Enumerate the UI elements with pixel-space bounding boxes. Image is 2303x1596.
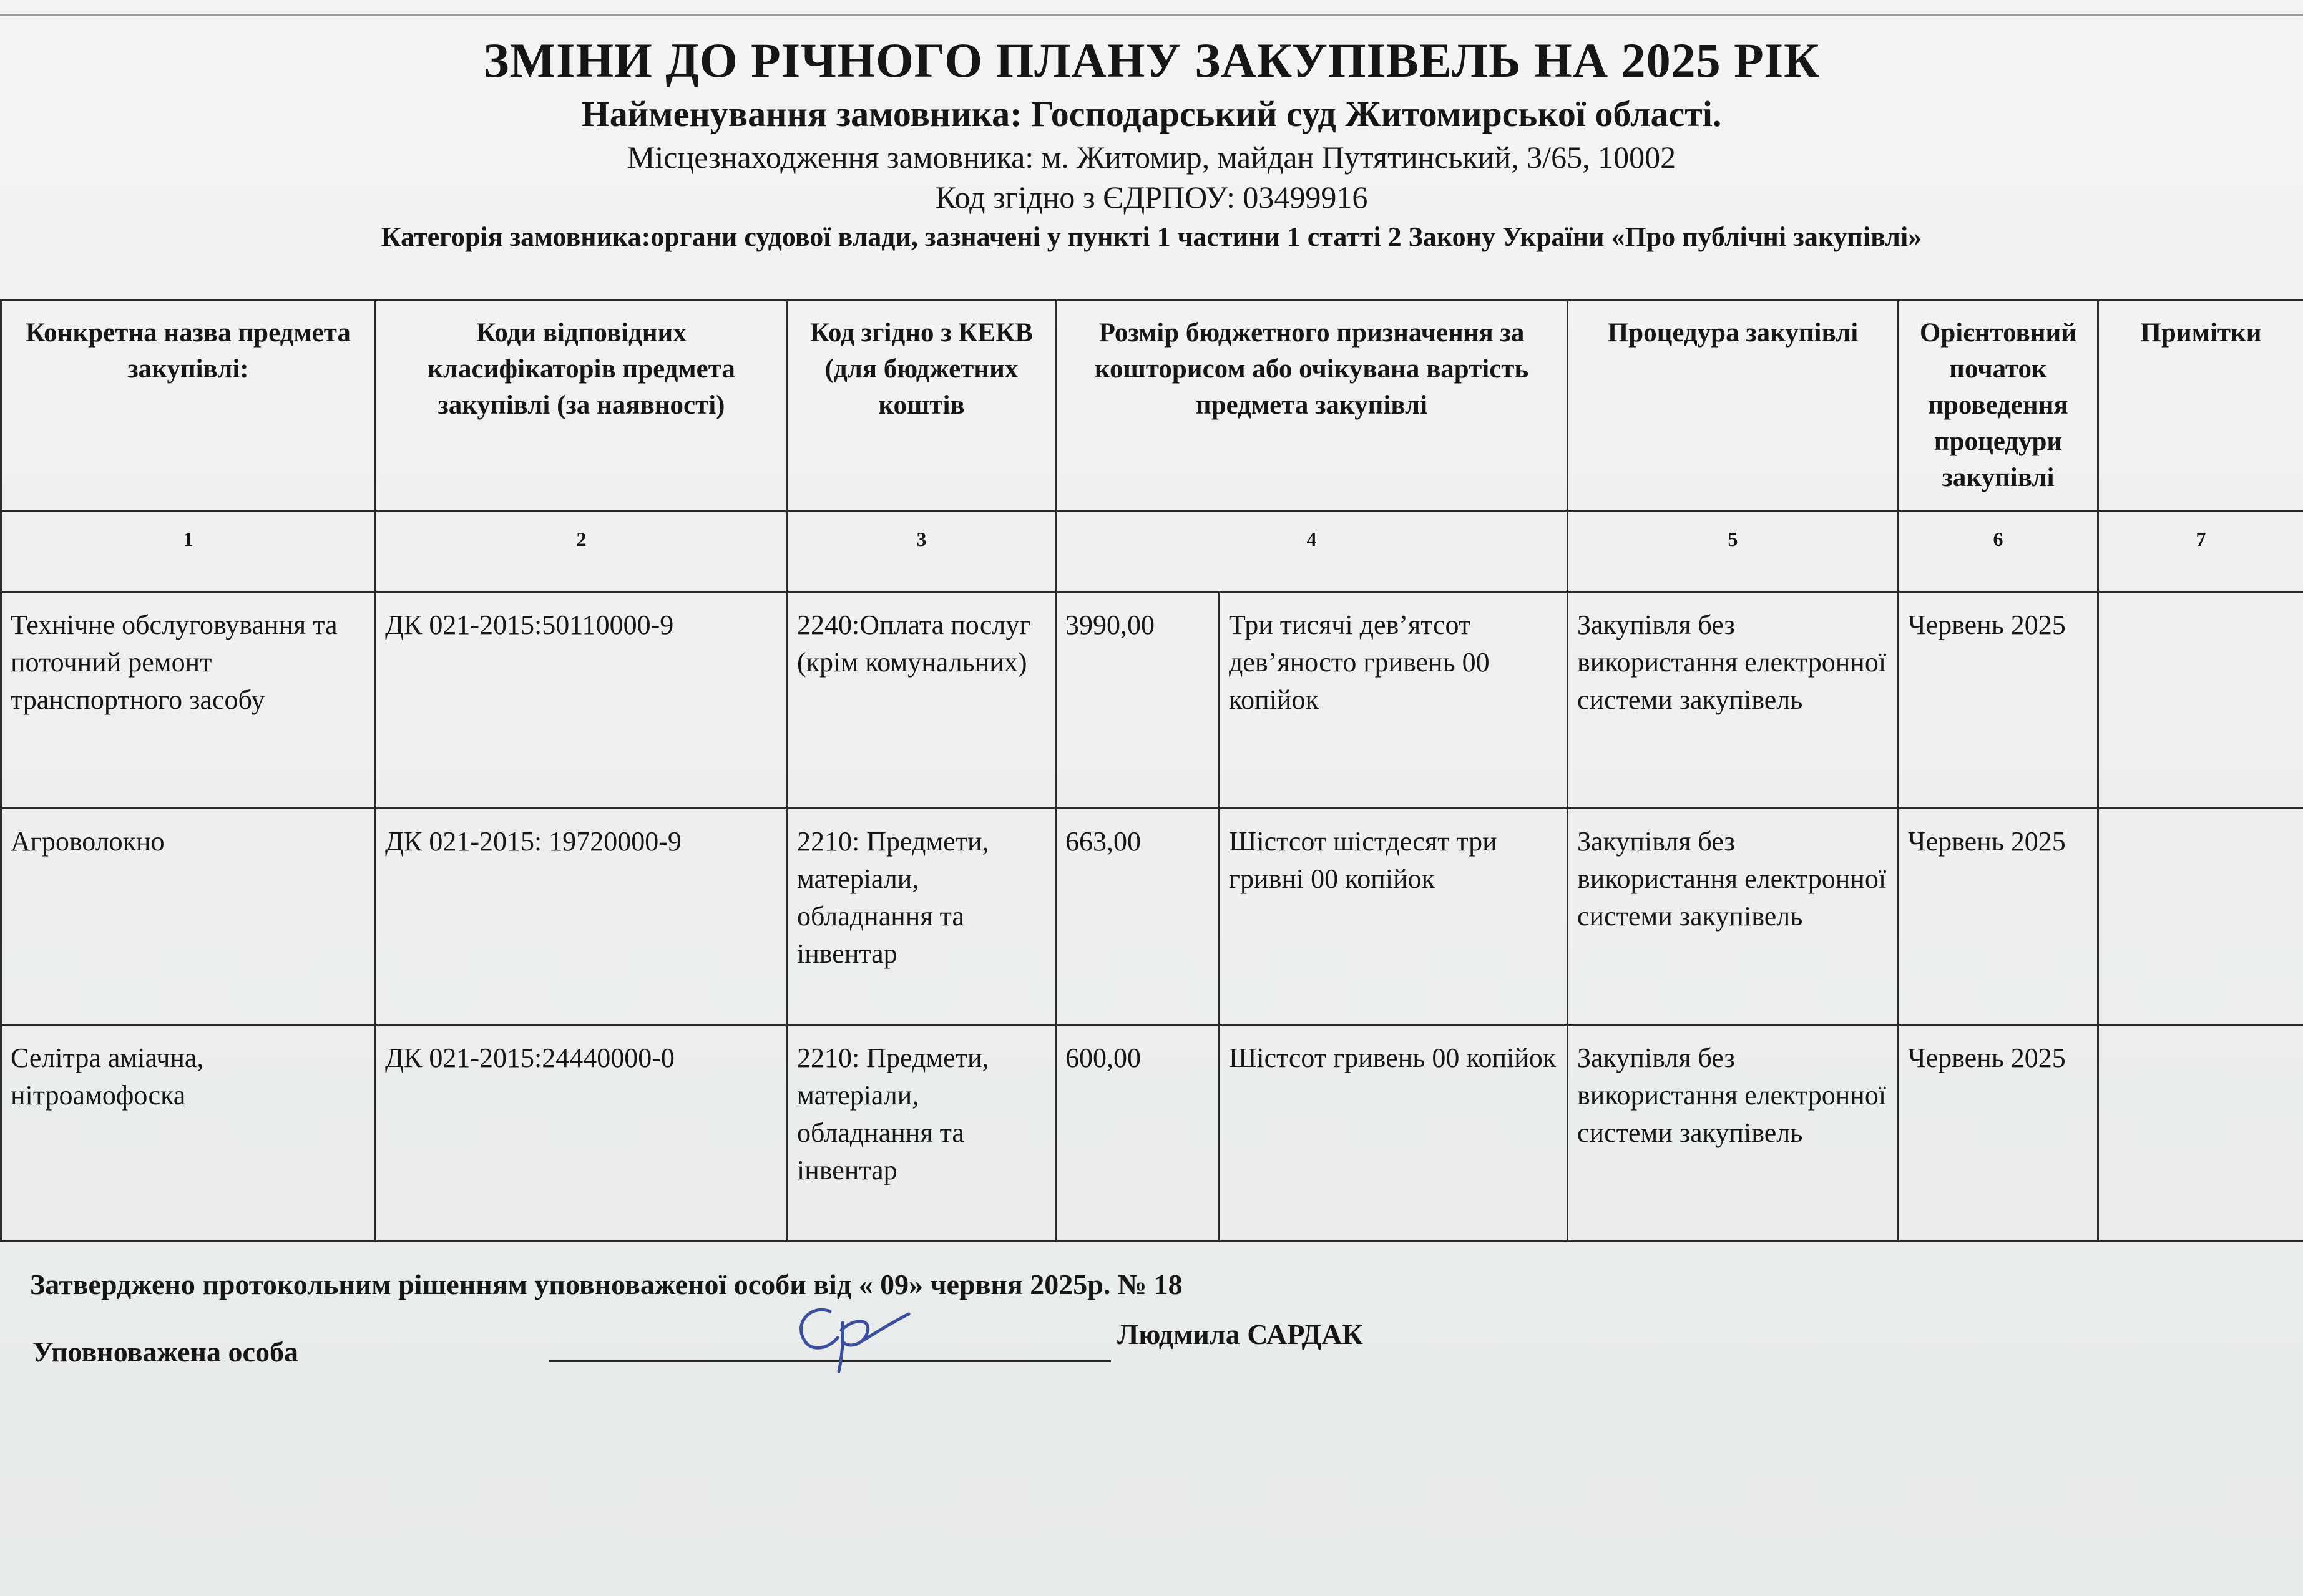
notes bbox=[2098, 1025, 2303, 1242]
top-divider bbox=[0, 14, 2303, 16]
procedure-start: Червень 2025 bbox=[1899, 592, 2098, 809]
header-budget-amount: Розмір бюджетного призначення за кошторисом або очікувана вартість предмета закупівлі bbox=[1056, 301, 1568, 511]
header-row bbox=[1, 301, 2303, 511]
procurement-procedure: Закупівля без використання електронної системи закупівель bbox=[1568, 809, 1899, 1025]
amount-value: 600,00 bbox=[1056, 1025, 1220, 1242]
column-number: 3 bbox=[788, 511, 1056, 592]
signer-name: Людмила САРДАК bbox=[1117, 1318, 1363, 1350]
procurement-procedure: Закупівля без використання електронної системи закупівель bbox=[1568, 592, 1899, 809]
header-start-date: Орієнтовний початок проведення процедури закупівлі bbox=[1899, 301, 2098, 511]
authorized-person-label: Уповноважена особа bbox=[32, 1336, 298, 1368]
classifier-code: ДК 021-2015: 19720000-9 bbox=[376, 809, 788, 1025]
column-number: 6 bbox=[1899, 511, 2098, 592]
procedure-start: Червень 2025 bbox=[1899, 1025, 2098, 1242]
amount-value: 3990,00 bbox=[1056, 592, 1220, 809]
customer-category: Категорія замовника:органи судової влади, зазначені у пункті 1 частини 1 статті 2 Закону України «Про публічні закупівлі» bbox=[381, 221, 1922, 252]
column-number: 7 bbox=[2098, 511, 2303, 592]
document-header bbox=[0, 30, 2303, 256]
header-procedure: Процедура закупівлі bbox=[1568, 301, 1899, 511]
kekv-code: 2240:Оплата послуг (крім комунальних) bbox=[788, 592, 1056, 809]
header-notes: Примітки bbox=[2098, 301, 2303, 511]
column-number: 5 bbox=[1568, 511, 1899, 592]
notes bbox=[2098, 809, 2303, 1025]
header-classifier-codes: Коди відповідних класифікаторів предмета закупівлі (за наявності) bbox=[376, 301, 788, 511]
column-number-row bbox=[1, 511, 2303, 592]
subject-name: Селітра аміачна, нітроамофоска bbox=[1, 1025, 376, 1242]
amount-in-words: Три тисячі дев’ятсот дев’яносто гривень 00 копійок bbox=[1220, 592, 1568, 809]
approval-statement: Затверджено протокольним рішенням уповноваженої особи від « 09» червня 2025р. № 18 bbox=[30, 1268, 1183, 1300]
classifier-code: ДК 021-2015:24440000-0 bbox=[376, 1025, 788, 1242]
subject-name: Агроволокно bbox=[1, 809, 376, 1025]
table-row bbox=[1, 1025, 2303, 1242]
column-number: 2 bbox=[376, 511, 788, 592]
edrpou-code: Код згідно з ЄДРПОУ: 03499916 bbox=[935, 180, 1368, 215]
customer-location: Місцезнаходження замовника: м. Житомир, майдан Путятинський, 3/65, 10002 bbox=[627, 140, 1676, 175]
amount-in-words: Шістсот гривень 00 копійок bbox=[1220, 1025, 1568, 1242]
kekv-code: 2210: Предмети, матеріали, обладнання та інвентар bbox=[788, 1025, 1056, 1242]
document-title: ЗМІНИ ДО РІЧНОГО ПЛАНУ ЗАКУПІВЕЛЬ НА 2025 РІК bbox=[483, 33, 1820, 87]
amount-in-words: Шістсот шістдесят три гривні 00 копійок bbox=[1220, 809, 1568, 1025]
kekv-code: 2210: Предмети, матеріали, обладнання та інвентар bbox=[788, 809, 1056, 1025]
classifier-code: ДК 021-2015:50110000-9 bbox=[376, 592, 788, 809]
table-row bbox=[1, 809, 2303, 1025]
column-number: 4 bbox=[1056, 511, 1568, 592]
handwritten-signature bbox=[786, 1298, 911, 1373]
amount-value: 663,00 bbox=[1056, 809, 1220, 1025]
subject-name: Технічне обслуговування та поточний ремонт транспортного засобу bbox=[1, 592, 376, 809]
notes bbox=[2098, 592, 2303, 809]
column-number: 1 bbox=[1, 511, 376, 592]
table-row bbox=[1, 592, 2303, 809]
procedure-start: Червень 2025 bbox=[1899, 809, 2098, 1025]
header-kekv-code: Код згідно з КЕКВ (для бюджетних коштів bbox=[788, 301, 1056, 511]
header-subject-name: Конкретна назва предмета закупівлі: bbox=[1, 301, 376, 511]
procurement-procedure: Закупівля без використання електронної системи закупівель bbox=[1568, 1025, 1899, 1242]
procurement-table bbox=[0, 299, 2303, 1242]
customer-name: Найменування замовника: Господарський суд Житомирської області. bbox=[581, 94, 1722, 134]
